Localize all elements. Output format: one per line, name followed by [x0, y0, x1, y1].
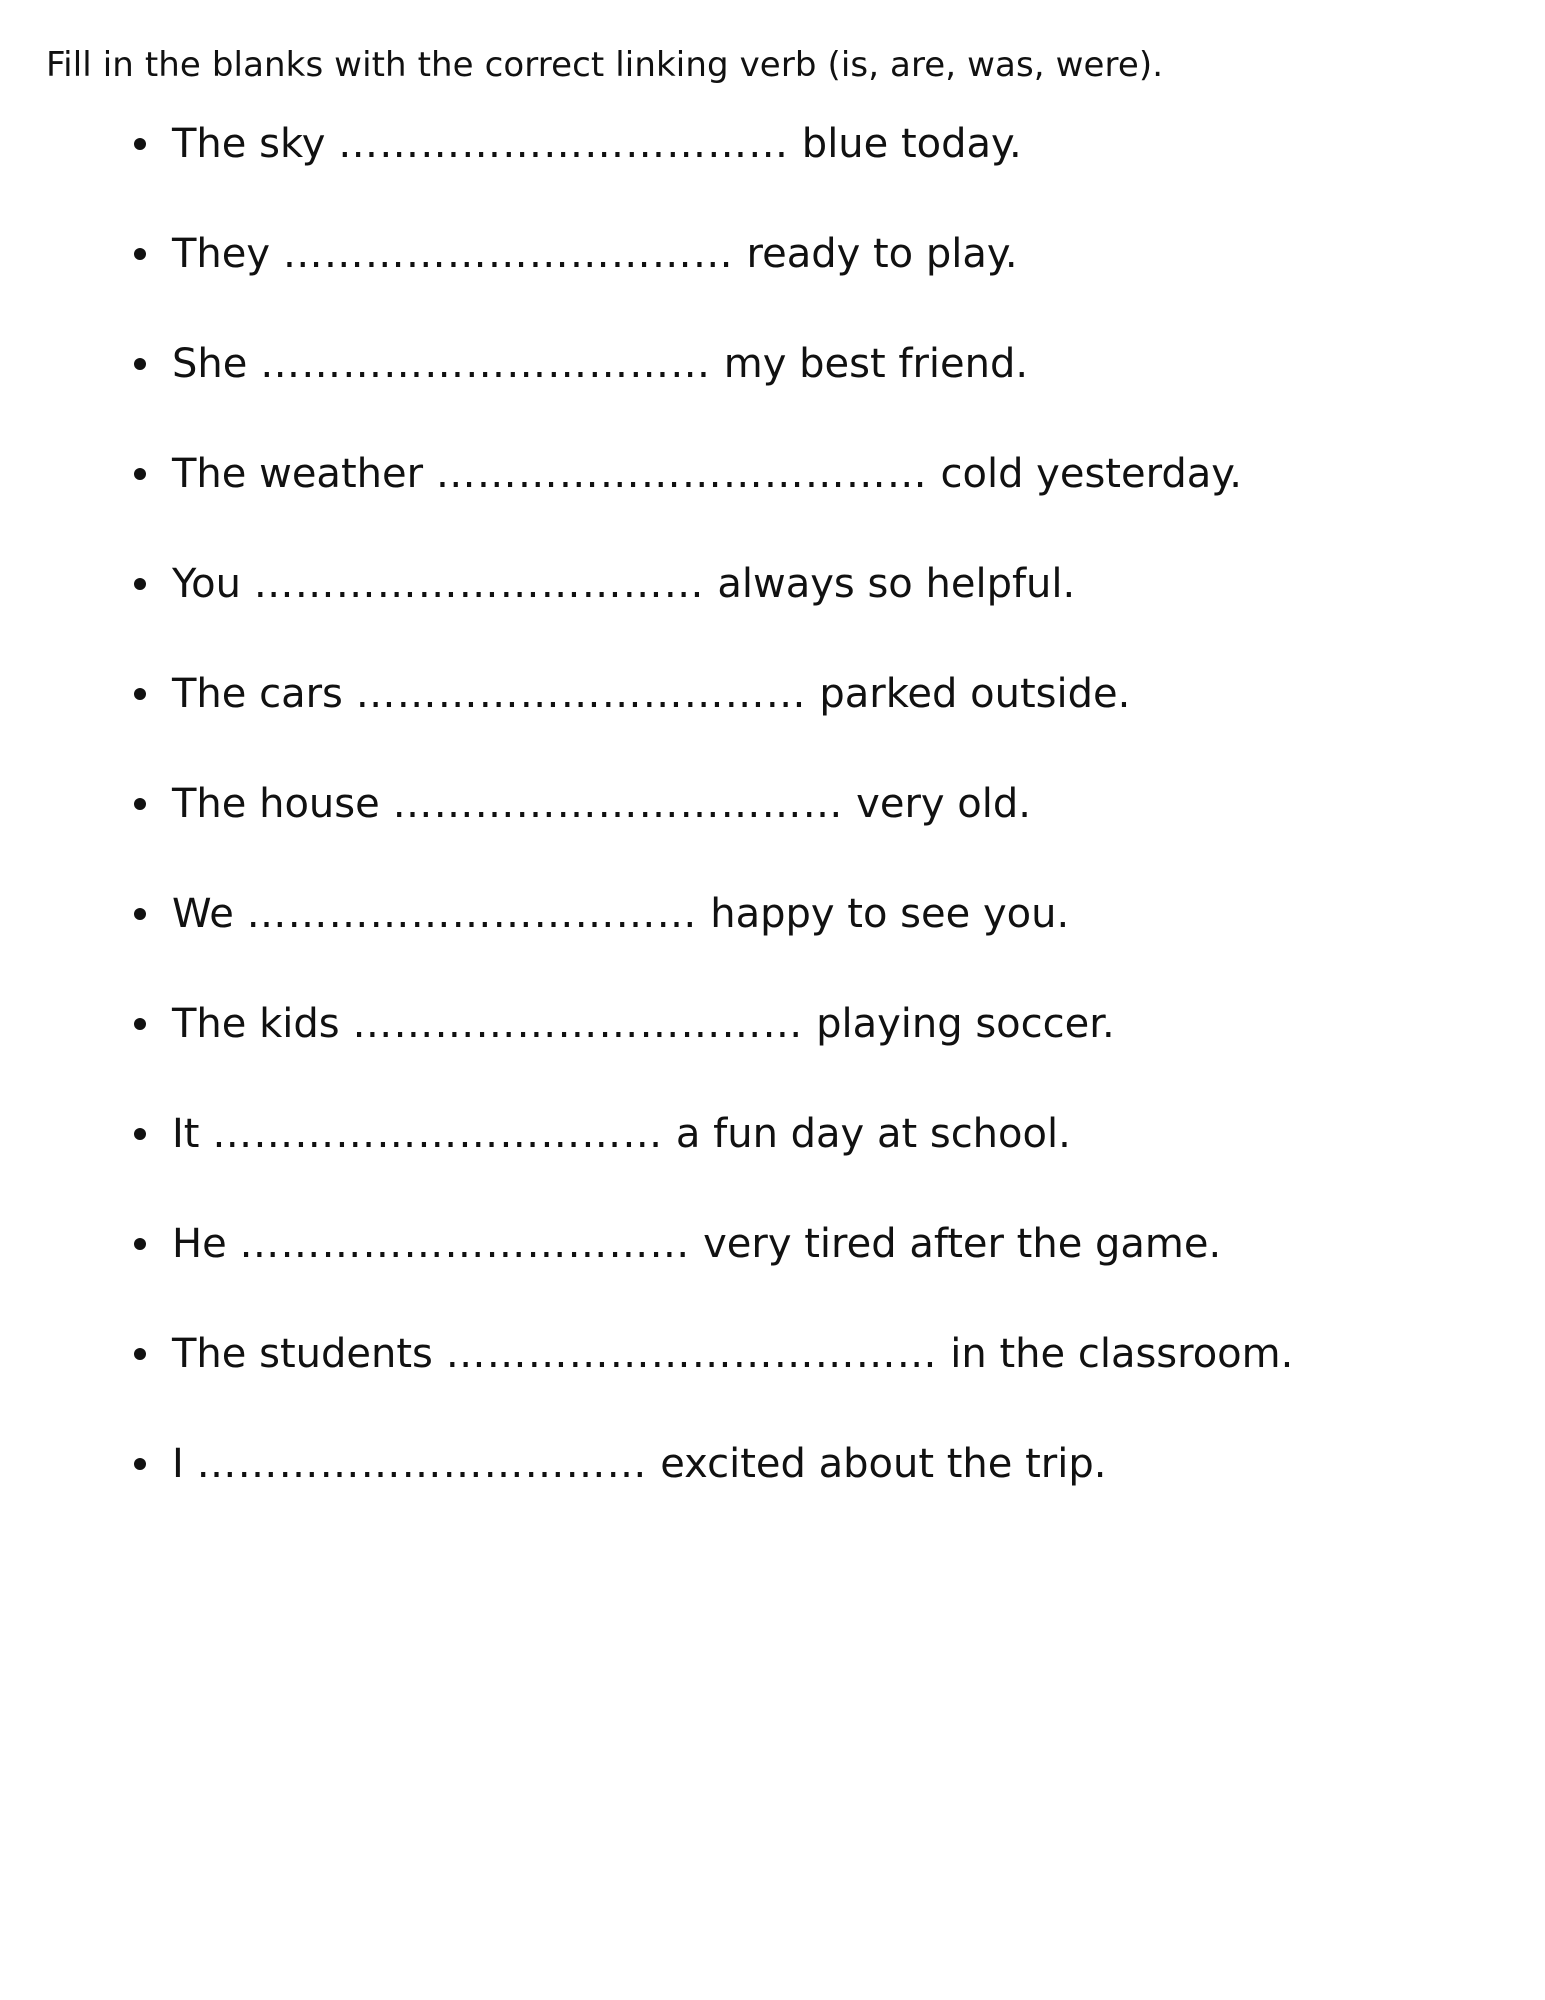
list-item: [40, 231, 1505, 277]
bullet-icon: [134, 358, 146, 370]
sentence-suffix: very old.: [856, 780, 1031, 827]
answer-blank[interactable]: ………………………………: [435, 450, 928, 497]
answer-blank[interactable]: ……………………………: [196, 1440, 648, 1487]
list-item: [40, 1221, 1505, 1267]
sentence-prefix: He: [172, 1220, 227, 1267]
answer-blank[interactable]: ……………………………: [253, 560, 705, 607]
sentence-prefix: It: [172, 1110, 200, 1157]
list-item: [40, 671, 1505, 717]
sentence-suffix: always so helpful.: [717, 560, 1076, 607]
exercise-list: [40, 121, 1505, 1487]
list-item: [40, 891, 1505, 937]
answer-blank[interactable]: ………………………………: [445, 1330, 938, 1377]
bullet-icon: [134, 1018, 146, 1030]
sentence-prefix: You: [172, 560, 241, 607]
sentence-suffix: in the classroom.: [950, 1330, 1294, 1377]
list-item: [40, 451, 1505, 497]
answer-blank[interactable]: ……………………………: [392, 780, 844, 827]
sentence-suffix: blue today.: [801, 120, 1022, 167]
sentence-prefix: The kids: [172, 1000, 340, 1047]
bullet-icon: [134, 468, 146, 480]
answer-blank[interactable]: ……………………………: [338, 120, 790, 167]
bullet-icon: [134, 688, 146, 700]
answer-blank[interactable]: ……………………………: [355, 670, 807, 717]
sentence-suffix: parked outside.: [819, 670, 1131, 717]
sentence-prefix: The cars: [172, 670, 343, 717]
answer-blank[interactable]: ……………………………: [260, 340, 712, 387]
list-item: [40, 781, 1505, 827]
sentence-suffix: my best friend.: [723, 340, 1029, 387]
answer-blank[interactable]: ……………………………: [246, 890, 698, 937]
list-item: [40, 1111, 1505, 1157]
sentence-suffix: very tired after the game.: [703, 1220, 1222, 1267]
list-item: [40, 341, 1505, 387]
sentence-prefix: We: [172, 890, 234, 937]
sentence-suffix: playing soccer.: [816, 1000, 1115, 1047]
bullet-icon: [134, 908, 146, 920]
sentence-suffix: ready to play.: [746, 230, 1018, 277]
sentence-prefix: The students: [172, 1330, 433, 1377]
sentence-suffix: excited about the trip.: [660, 1440, 1107, 1487]
sentence-suffix: a fun day at school.: [675, 1110, 1071, 1157]
answer-blank[interactable]: ……………………………: [239, 1220, 691, 1267]
bullet-icon: [134, 1348, 146, 1360]
answer-blank[interactable]: ……………………………: [352, 1000, 804, 1047]
bullet-icon: [134, 138, 146, 150]
bullet-icon: [134, 1238, 146, 1250]
worksheet-instruction: Fill in the blanks with the correct linking verb (is, are, was, were).: [46, 45, 1164, 85]
bullet-icon: [134, 1458, 146, 1470]
sentence-prefix: The weather: [172, 450, 424, 497]
sentence-prefix: I: [172, 1440, 184, 1487]
bullet-icon: [134, 798, 146, 810]
list-item: [40, 561, 1505, 607]
bullet-icon: [134, 248, 146, 260]
answer-blank[interactable]: ……………………………: [282, 230, 734, 277]
sentence-prefix: She: [172, 340, 248, 387]
sentence-prefix: They: [172, 230, 271, 277]
sentence-suffix: happy to see you.: [710, 890, 1070, 937]
list-item: [40, 1441, 1505, 1487]
bullet-icon: [134, 1128, 146, 1140]
sentence-suffix: cold yesterday.: [940, 450, 1242, 497]
sentence-prefix: The house: [172, 780, 380, 827]
list-item: [40, 1001, 1505, 1047]
bullet-icon: [134, 578, 146, 590]
list-item: [40, 1331, 1505, 1377]
list-item: [40, 121, 1505, 167]
answer-blank[interactable]: ……………………………: [212, 1110, 664, 1157]
sentence-prefix: The sky: [172, 120, 326, 167]
